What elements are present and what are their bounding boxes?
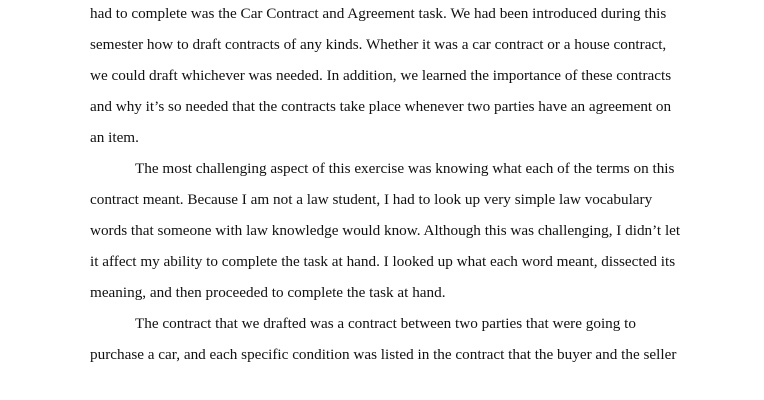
paragraph-line: purchase a car, and each specific condition was listed in the contract that the buyer and the seller [90,346,677,363]
paragraph-line: semester how to draft contracts of any kinds. Whether it was a car contract or a house contract, [90,36,667,53]
paragraph-line: had to complete was the Car Contract and Agreement task. We had been introduced during this [90,5,667,22]
paragraph-line: contract meant. Because I am not a law student, I had to look up very simple law vocabulary [90,191,653,208]
paragraph-line: it affect my ability to complete the task at hand. I looked up what each word meant, dissected its [90,253,676,270]
paragraph-first-line: The most challenging aspect of this exercise was knowing what each of the terms on this [135,160,675,177]
paragraph-line: and why it’s so needed that the contracts take place whenever two parties have an agreement on [90,98,672,115]
paragraph-line: an item. [90,129,139,146]
paragraph-line: we could draft whichever was needed. In addition, we learned the importance of these contracts [90,67,672,84]
paragraph-line: words that someone with law knowledge would know. Although this was challenging, I didn’t let [90,222,681,239]
paragraph-first-line: The contract that we drafted was a contract between two parties that were going to [135,315,636,332]
paragraph-line: meaning, and then proceeded to complete the task at hand. [90,284,446,301]
